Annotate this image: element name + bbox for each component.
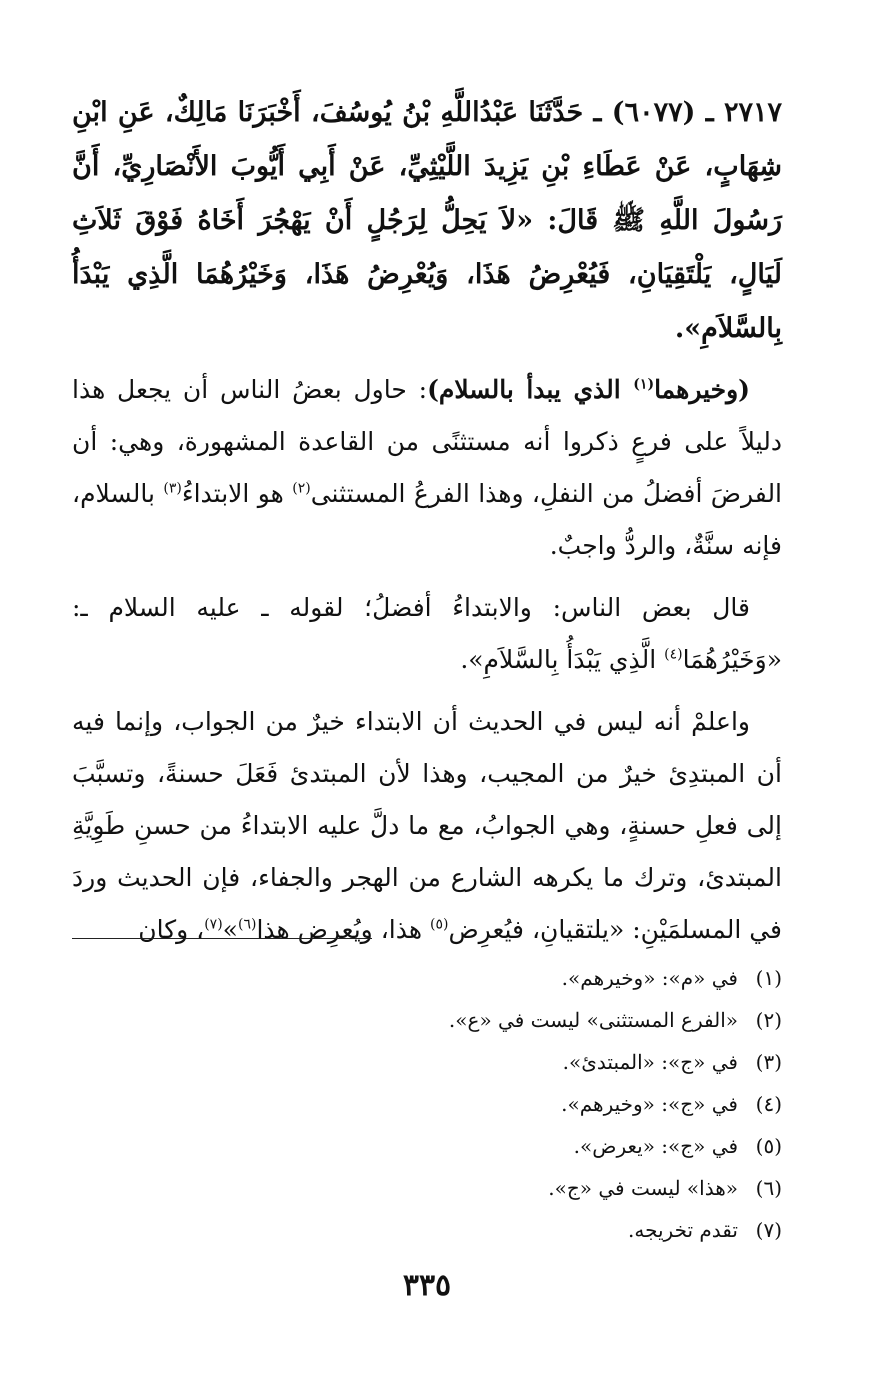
footnote-list: [72, 957, 782, 1251]
footnotes-section: [72, 938, 782, 1251]
footnote-item: [72, 1041, 782, 1083]
footnote-ref-2[interactable]: (٢): [292, 480, 311, 497]
footnote-text: تقدم تخريجه.: [628, 1218, 738, 1242]
footnote-ref-4[interactable]: (٤): [664, 646, 683, 663]
footnote-number: (٥): [755, 1134, 782, 1158]
footnote-item: [72, 1125, 782, 1167]
footnote-item: [72, 999, 782, 1041]
footnote-divider: [72, 938, 372, 939]
hadith-block: [72, 86, 782, 356]
footnote-number: (١): [755, 966, 782, 990]
commentary-paragraph-2: [72, 582, 782, 686]
commentary-paragraph-1: [72, 364, 782, 572]
footnote-ref-5[interactable]: (٥): [429, 916, 449, 933]
footnote-text: «الفرع المستثنى» ليست في «ع».: [448, 1008, 738, 1032]
paragraph-text: قال بعض الناس: والابتداءُ أفضلُ؛ لقوله ـ عليه السلام ـ: «وَخَيْرُهُمَا: [72, 593, 782, 674]
footnote-item: [72, 1209, 782, 1251]
footnote-item: [72, 1083, 782, 1125]
lead-text: (وخيرهما: [654, 375, 751, 404]
paragraph-text: الَّذِي يَبْدَأُ بِالسَّلاَمِ».: [460, 645, 665, 674]
commentary-paragraph-3: [72, 696, 782, 956]
footnote-ref-7[interactable]: (٧): [204, 916, 223, 933]
footnote-text: «هذا» ليست في «ج».: [548, 1176, 738, 1200]
footnote-text: في «ج»: «وخيرهم».: [561, 1092, 738, 1116]
footnote-number: (٣): [755, 1050, 782, 1074]
paragraph-text: هذا، ويُعرِض هذا: [256, 915, 430, 944]
footnote-number: (٢): [755, 1008, 782, 1032]
paragraph-text: : حاول بعضُ الناس أن يجعل هذا دليلاً على فرعٍ ذكروا أنه مستثنًى من القاعدة المشهورة، وهي: أن الفرضَ أفضلُ من النفلِ، وهذا الفرعُ المستثنى: [72, 375, 783, 508]
hadith-text: ـ حَدَّثَنَا عَبْدُاللَّهِ بْنُ يُوسُفَ، أَخْبَرَنَا مَالِكٌ، عَنِ ابْنِ شِهَابٍ، عَنْ عَطَاءِ بْنِ يَزِيدَ اللَّيْثِيِّ، عَنْ أَبِي أَيُّوبَ الأَنْصَارِيِّ، أَنَّ رَسُولَ اللَّهِ ﷺ قَالَ: «لاَ يَحِلُّ لِرَجُلٍ أَنْ يَهْجُرَ أَخَاهُ فَوْقَ ثَلاَثِ لَيَالٍ، يَلْتَقِيَانِ، فَيُعْرِضُ هَذَا، وَيُعْرِضُ هَذَا، وَخَيْرُهُمَا الَّذِي يَبْدَأُ بِالسَّلاَمِ».: [72, 97, 782, 344]
page-number: ٣٣٥: [402, 1268, 452, 1303]
footnote-ref-6[interactable]: (٦): [237, 916, 257, 933]
footnote-text: في «ج»: «المبتدئ».: [562, 1050, 738, 1074]
paragraph-text: بالسلام، فإنه سنَّةٌ، والردُّ واجبٌ.: [72, 479, 782, 560]
footnote-item: [72, 1167, 782, 1209]
paragraph-text: »: [222, 915, 238, 944]
footnote-text: في «ج»: «يعرض».: [573, 1134, 738, 1158]
hadith-number: ٢٧١٧ ـ (٦٠٧٧): [611, 97, 782, 128]
paragraph-text: هو الابتداءُ: [181, 479, 293, 508]
page-body: [72, 86, 783, 1303]
paragraph-text: ، وكان: [138, 915, 205, 944]
paragraph-text: واعلمْ أنه ليس في الحديث أن الابتداء خيرٌ من الجواب، وإنما فيه أن المبتدِئ خيرٌ من المجيب، وهذا لأن المبتدئ فَعَلَ حسنةً، وتسبَّبَ إلى فعلِ حسنةٍ، وهي الجوابُ، مع ما دلَّ عليه الابتداءُ من حسنِ طَوِيَّةِ المبتدئ، وترك ما يكرهه الشارع من الهجر والجفاء، فإن الحديث وردَ في المسلمَيْنِ: «يلتقيانِ، فيُعرِض: [72, 707, 782, 944]
commentary-lead: [427, 375, 750, 404]
footnote-ref-3[interactable]: (٣): [163, 480, 182, 497]
footnote-text: في «م»: «وخيرهم».: [561, 966, 738, 990]
footnote-number: (٤): [755, 1092, 782, 1116]
footnote-item: [72, 957, 782, 999]
footnote-ref-1[interactable]: (١): [633, 376, 655, 393]
footnote-number: (٧): [755, 1218, 782, 1242]
footnote-number: (٦): [755, 1176, 782, 1200]
lead-rest: الذي يبدأ بالسلام): [427, 375, 634, 404]
